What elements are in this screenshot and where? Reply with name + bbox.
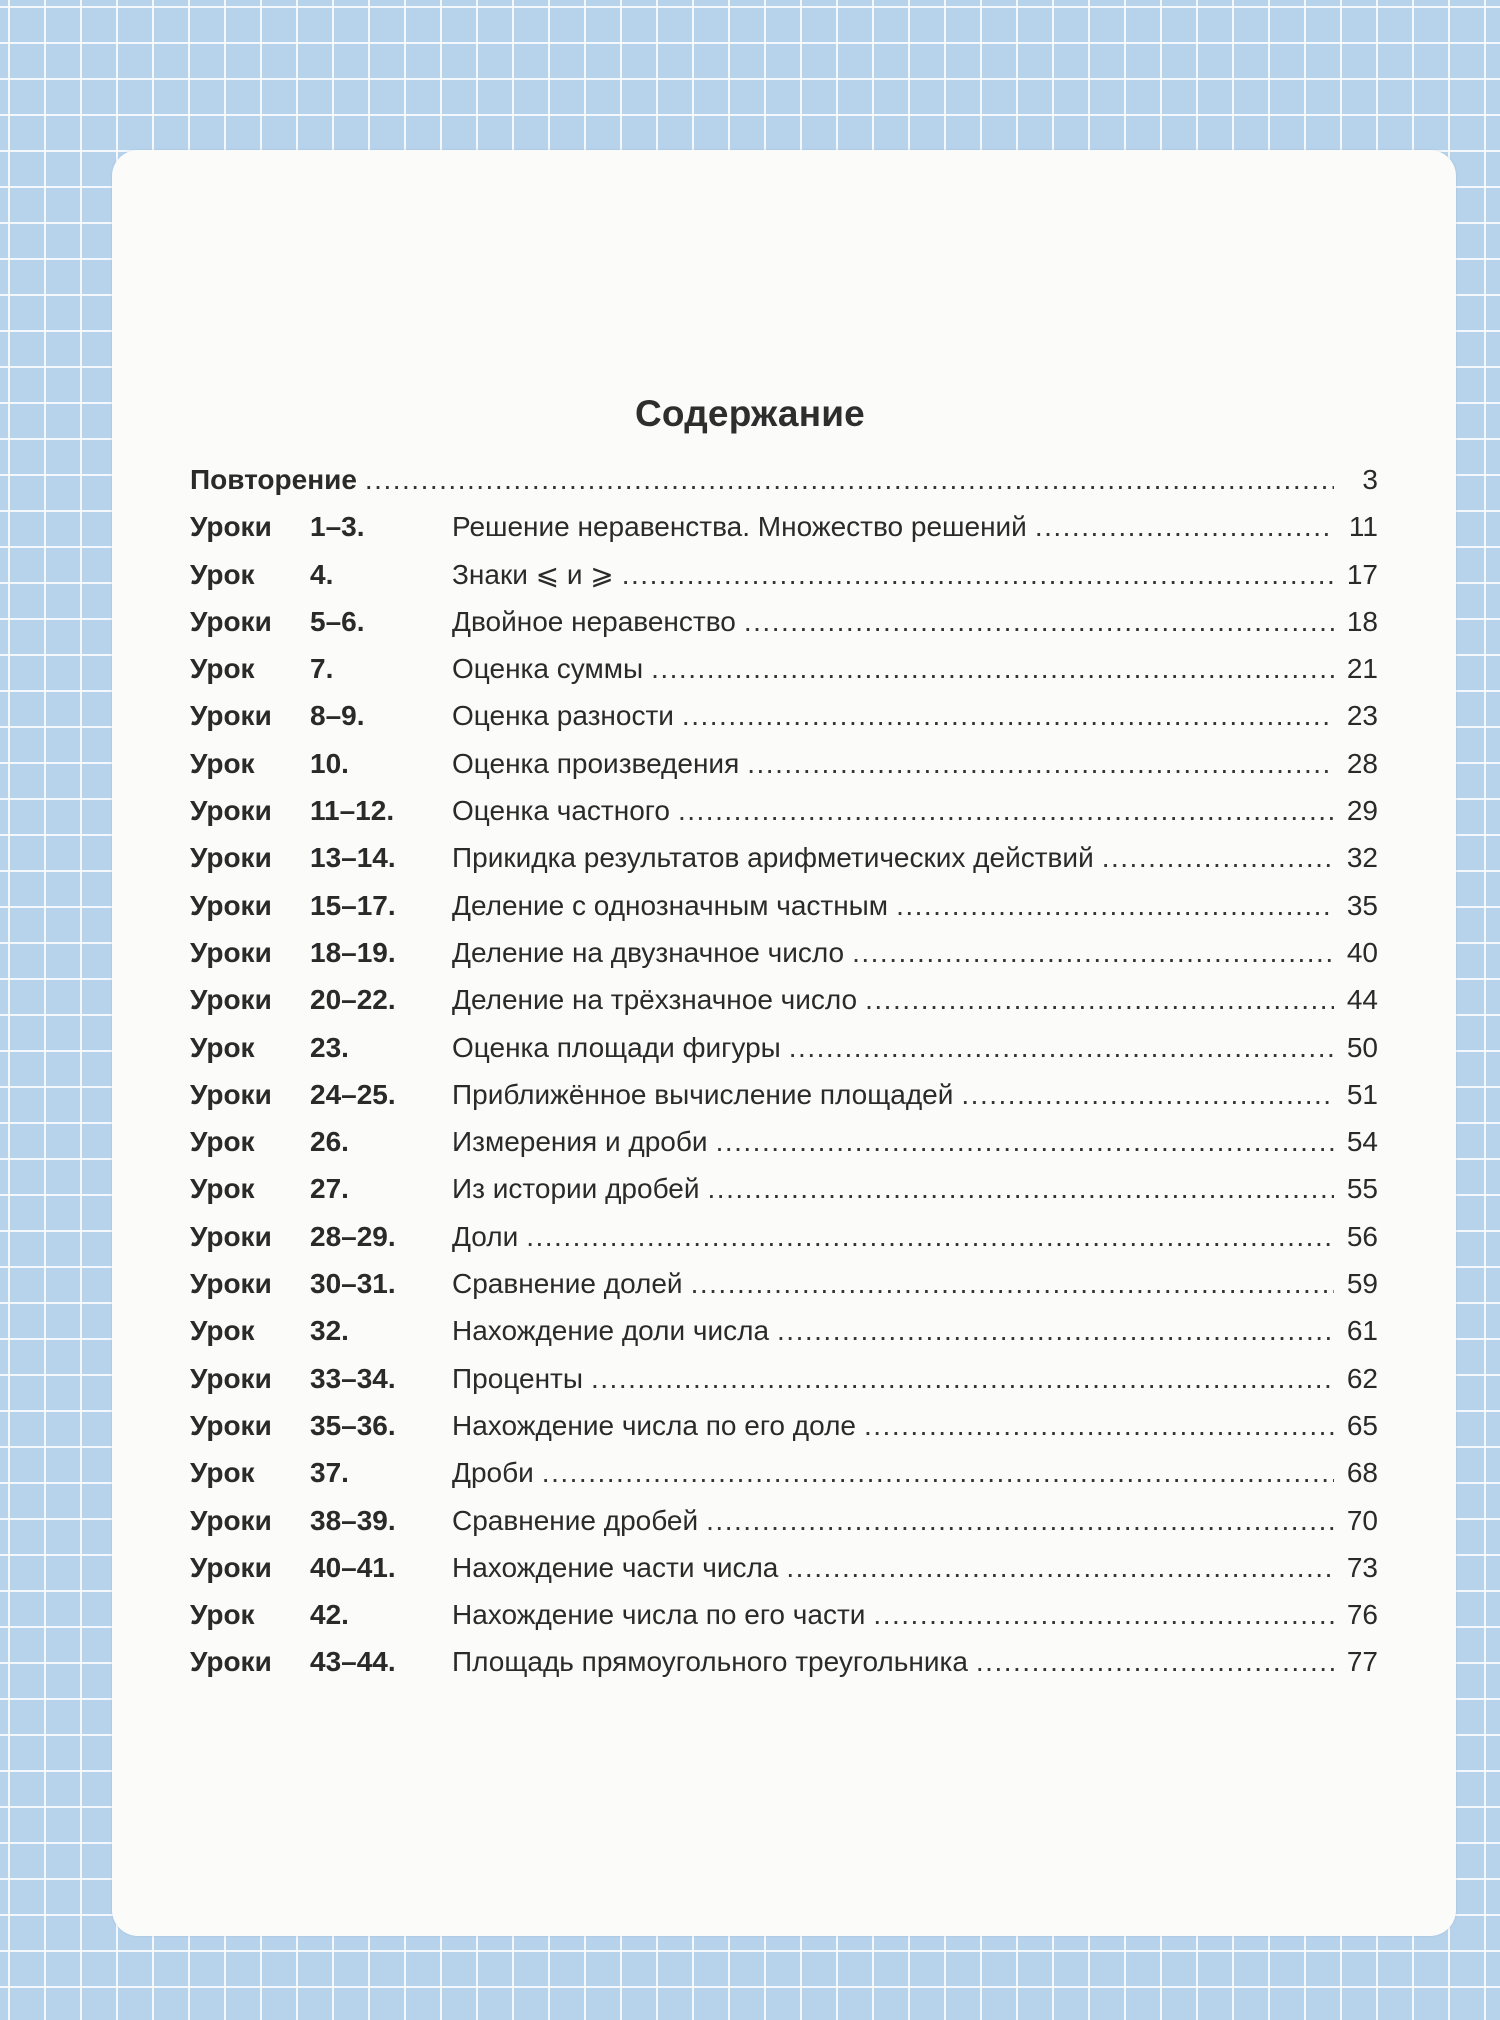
entry-page: 56 — [1346, 1220, 1378, 1252]
entry-number: 30–31. — [310, 1268, 396, 1300]
entry-kind: Уроки — [190, 700, 272, 732]
entry-kind: Уроки — [190, 1646, 272, 1678]
toc-entry — [190, 1071, 1378, 1118]
entry-page: 73 — [1346, 1551, 1378, 1583]
dot-leader — [786, 1544, 1334, 1591]
entry-topic: Деление на трёхзначное число — [452, 984, 858, 1016]
entry-page: 68 — [1346, 1457, 1378, 1489]
entry-number: 10. — [310, 747, 349, 779]
dot-leader — [865, 976, 1334, 1023]
toc-entry — [190, 787, 1378, 834]
entry-topic: Двойное неравенство — [452, 605, 736, 637]
entry-kind: Уроки — [190, 1504, 272, 1536]
entry-number: 11–12. — [310, 795, 395, 827]
entry-kind: Уроки — [190, 511, 272, 543]
table-of-contents — [190, 456, 1378, 1686]
toc-entry — [190, 1449, 1378, 1496]
entry-topic: Оценка площади фигуры — [452, 1031, 781, 1063]
toc-entry — [190, 929, 1378, 976]
entry-number: 42. — [310, 1599, 349, 1631]
dot-leader — [716, 1118, 1334, 1165]
entry-number: 33–34. — [310, 1362, 396, 1394]
entry-topic: Нахождение числа по его доле — [452, 1409, 856, 1441]
dot-leader — [777, 1307, 1334, 1354]
entry-topic: Нахождение числа по его части — [452, 1599, 866, 1631]
entry-kind: Урок — [190, 1457, 255, 1489]
toc-entry — [190, 503, 1378, 550]
entry-topic: Из истории дробей — [452, 1173, 700, 1205]
entry-topic: Сравнение дробей — [452, 1504, 699, 1536]
entry-page: 70 — [1346, 1504, 1378, 1536]
dot-leader — [542, 1449, 1334, 1496]
entry-kind: Урок — [190, 747, 255, 779]
entry-number: 15–17. — [310, 889, 396, 921]
toc-entry — [190, 1024, 1378, 1071]
dot-leader — [976, 1638, 1334, 1685]
entry-number: 5–6. — [310, 605, 365, 637]
toc-entry — [190, 976, 1378, 1023]
entry-kind: Уроки — [190, 1409, 272, 1441]
dot-leader — [651, 645, 1334, 692]
entry-topic: Проценты — [452, 1362, 583, 1394]
entry-page: 55 — [1346, 1173, 1378, 1205]
entry-page: 11 — [1348, 511, 1378, 543]
entry-page: 54 — [1346, 1126, 1378, 1158]
entry-number: 1–3. — [310, 511, 365, 543]
dot-leader — [591, 1355, 1334, 1402]
dot-leader — [789, 1024, 1334, 1071]
dot-leader — [1035, 503, 1334, 550]
dot-leader — [691, 1260, 1334, 1307]
entry-kind: Уроки — [190, 605, 272, 637]
entry-kind: Уроки — [190, 889, 272, 921]
entry-topic: Нахождение части числа — [452, 1551, 779, 1583]
toc-entry — [190, 882, 1378, 929]
dot-leader — [678, 787, 1334, 834]
toc-entry — [190, 1638, 1378, 1685]
entry-number: 35–36. — [310, 1409, 396, 1441]
entry-kind: Уроки — [190, 795, 272, 827]
entry-kind: Урок — [190, 1031, 255, 1063]
toc-entry — [190, 598, 1378, 645]
entry-topic: Сравнение долей — [452, 1268, 683, 1300]
entry-number: 38–39. — [310, 1504, 396, 1536]
entry-number: 32. — [310, 1315, 349, 1347]
entry-topic: Оценка разности — [452, 700, 674, 732]
toc-entry — [190, 1307, 1378, 1354]
entry-number: 40–41. — [310, 1551, 396, 1583]
entry-page: 59 — [1346, 1268, 1378, 1300]
entry-kind: Уроки — [190, 1220, 272, 1252]
entry-kind: Уроки — [190, 1078, 272, 1110]
entry-topic: Площадь прямоугольного треугольника — [452, 1646, 968, 1678]
entry-kind: Уроки — [190, 984, 272, 1016]
entry-kind: Уроки — [190, 1268, 272, 1300]
entry-topic: Измерения и дроби — [452, 1126, 708, 1158]
dot-leader — [706, 1497, 1334, 1544]
entry-kind: Урок — [190, 1599, 255, 1631]
entry-page: 61 — [1346, 1315, 1378, 1347]
entry-topic: Деление на двузначное число — [452, 936, 845, 968]
entry-topic: Приближённое вычисление площадей — [452, 1078, 954, 1110]
entry-page: 18 — [1346, 605, 1378, 637]
entry-kind: Урок — [190, 653, 255, 685]
entry-topic: Прикидка результатов арифметических действий — [452, 842, 1094, 874]
entry-page: 32 — [1346, 842, 1378, 874]
entry-page: 76 — [1346, 1599, 1378, 1631]
entry-number: 43–44. — [310, 1646, 396, 1678]
entry-topic: Оценка произведения — [452, 747, 740, 779]
entry-number: 26. — [310, 1126, 349, 1158]
toc-entry — [190, 1260, 1378, 1307]
toc-entry — [190, 1497, 1378, 1544]
entry-number: 4. — [310, 558, 334, 590]
entry-number: 23. — [310, 1031, 349, 1063]
dot-leader — [622, 551, 1334, 598]
entry-topic: Нахождение доли числа — [452, 1315, 770, 1347]
entry-page: 51 — [1346, 1078, 1378, 1110]
entry-kind: Уроки — [190, 842, 272, 874]
entry-number: 13–14. — [310, 842, 396, 874]
entry-page: 50 — [1346, 1031, 1378, 1063]
dot-leader — [526, 1213, 1334, 1260]
entry-topic: Дроби — [452, 1457, 534, 1489]
entry-page: 77 — [1346, 1646, 1378, 1678]
dot-leader — [852, 929, 1334, 976]
dot-leader — [1102, 834, 1334, 881]
entry-kind: Урок — [190, 1173, 255, 1205]
toc-entry — [190, 1591, 1378, 1638]
entry-topic: Оценка частного — [452, 795, 670, 827]
entry-number: 18–19. — [310, 936, 396, 968]
entry-number: 8–9. — [310, 700, 365, 732]
entry-page: 62 — [1346, 1362, 1378, 1394]
entry-page: 3 — [1362, 464, 1378, 495]
entry-kind: Повторение — [190, 464, 357, 495]
dot-leader — [744, 598, 1334, 645]
toc-entry — [190, 740, 1378, 787]
entry-kind: Урок — [190, 1126, 255, 1158]
toc-entry — [190, 551, 1378, 598]
entry-number: 20–22. — [310, 984, 396, 1016]
toc-entry — [190, 456, 1378, 503]
entry-page: 29 — [1346, 795, 1378, 827]
dot-leader — [365, 456, 1334, 503]
entry-number: 37. — [310, 1457, 349, 1489]
toc-entry — [190, 1355, 1378, 1402]
toc-entry — [190, 1165, 1378, 1212]
entry-topic: Деление с однозначным частным — [452, 889, 889, 921]
entry-kind: Уроки — [190, 1362, 272, 1394]
entry-page: 21 — [1346, 653, 1378, 685]
entry-page: 40 — [1346, 936, 1378, 968]
entry-page: 17 — [1346, 558, 1378, 590]
toc-entry — [190, 1118, 1378, 1165]
dot-leader — [961, 1071, 1334, 1118]
dot-leader — [747, 740, 1334, 787]
entry-number: 28–29. — [310, 1220, 396, 1252]
entry-page: 35 — [1346, 889, 1378, 921]
toc-entry — [190, 692, 1378, 739]
entry-page: 28 — [1346, 747, 1378, 779]
entry-page: 23 — [1346, 700, 1378, 732]
entry-page: 44 — [1346, 984, 1378, 1016]
dot-leader — [708, 1165, 1334, 1212]
entry-topic: Знаки ⩽ и ⩾ — [452, 558, 614, 590]
entry-page: 65 — [1346, 1409, 1378, 1441]
entry-kind: Уроки — [190, 1551, 272, 1583]
entry-number: 27. — [310, 1173, 349, 1205]
entry-topic: Доли — [452, 1220, 519, 1252]
entry-topic: Решение неравенства. Множество решений — [452, 511, 1027, 543]
dot-leader — [873, 1591, 1334, 1638]
dot-leader — [864, 1402, 1334, 1449]
entry-kind: Урок — [190, 558, 255, 590]
entry-topic: Оценка суммы — [452, 653, 644, 685]
page-title: Содержание — [635, 392, 865, 434]
toc-entry — [190, 645, 1378, 692]
toc-entry — [190, 834, 1378, 881]
toc-entry — [190, 1402, 1378, 1449]
entry-number: 24–25. — [310, 1078, 396, 1110]
dot-leader — [896, 882, 1334, 929]
toc-entry — [190, 1544, 1378, 1591]
dot-leader — [682, 692, 1334, 739]
toc-entry — [190, 1213, 1378, 1260]
entry-kind: Уроки — [190, 936, 272, 968]
entry-number: 7. — [310, 653, 334, 685]
entry-kind: Урок — [190, 1315, 255, 1347]
